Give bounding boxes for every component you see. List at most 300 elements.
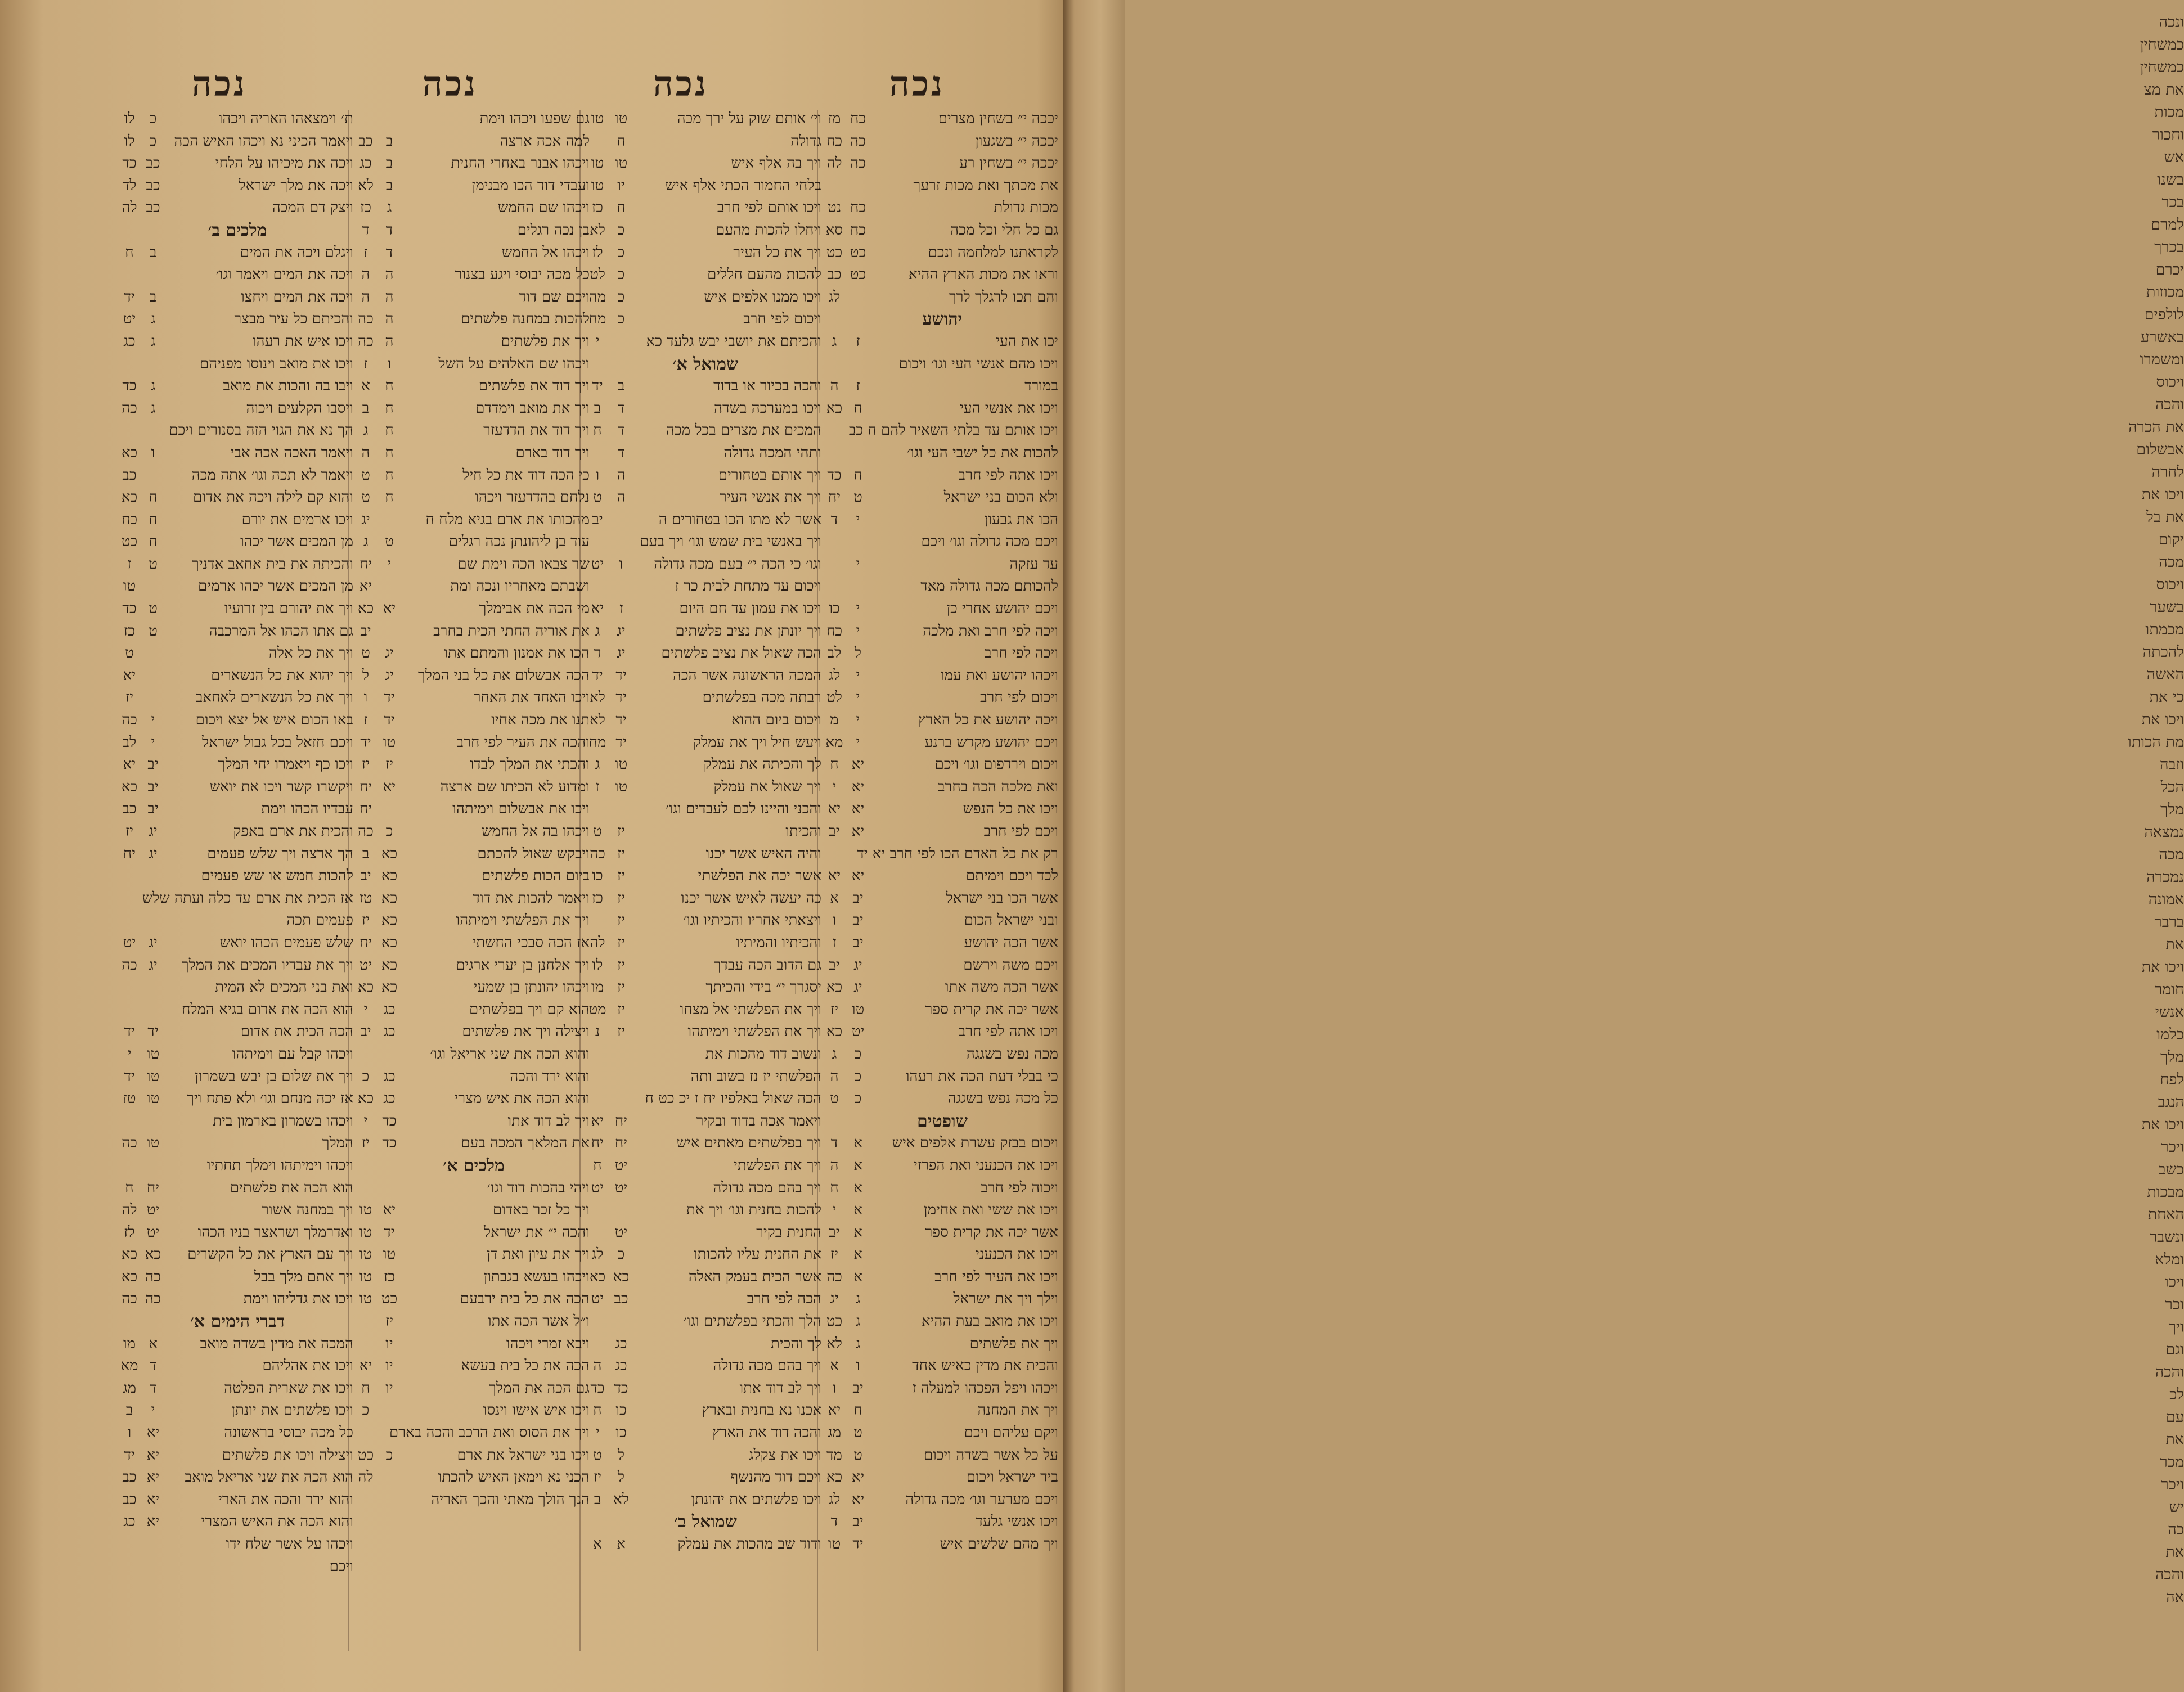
- verse-ref: כא: [826, 1469, 843, 1486]
- chapter-ref: י: [856, 600, 860, 618]
- verse-ref: כד: [122, 155, 137, 172]
- chapter-ref: יב: [147, 756, 159, 773]
- entry-text: מכה נפש בשגגה: [966, 1045, 1058, 1063]
- entry-row: [824, 1444, 1060, 1467]
- entry-text: והכית את מדין כאיש אחד: [912, 1357, 1058, 1375]
- entry-text: והכיתם את יושבי יבש גלעד כא: [646, 332, 821, 350]
- entry-row: [119, 732, 356, 754]
- entry-text: ויכהו על אשר שלח ידו: [226, 1536, 353, 1552]
- entry-text: ויכם יהושע מקדש ברנע: [924, 734, 1058, 751]
- entry-text: והכה את העיר לפי חרב: [456, 734, 590, 751]
- entry-text: ויך את עיון ואת דן: [487, 1246, 590, 1263]
- entry-text: פעמים תכה: [286, 912, 353, 929]
- chapter-ref: ב: [149, 288, 157, 305]
- chapter-ref: ו: [151, 444, 155, 461]
- chapter-ref: ד: [385, 221, 393, 238]
- verse-ref: ב: [362, 845, 370, 862]
- entry-text: ויצילה ויכו את פלשתים: [222, 1446, 353, 1464]
- entry-row: [824, 955, 1060, 977]
- entry-row: [356, 687, 592, 709]
- verse-ref: כו: [829, 600, 840, 618]
- verse-ref: מג: [828, 1424, 841, 1442]
- chapter-ref: כה: [850, 155, 866, 172]
- entry-row: [587, 821, 824, 843]
- chapter-ref: [608, 1043, 635, 1066]
- entry-text: והכיתו: [785, 823, 821, 840]
- entry-row: [356, 375, 592, 398]
- entry-text: ותהי המכה גדולה: [723, 444, 821, 461]
- verse-ref: כא: [121, 444, 138, 461]
- entry-row: [587, 575, 824, 598]
- entry-row: [119, 1110, 356, 1133]
- verse-ref: כז: [124, 622, 135, 640]
- entry-text: ויכום וירדפום וגו׳ ויכם: [934, 756, 1058, 773]
- entry-text: ויכו את שארית הפלטה: [224, 1379, 353, 1397]
- entry-row: [119, 1222, 356, 1244]
- entry-text: את אוריה החתי הכית בחרב: [433, 622, 590, 640]
- entry-row: [587, 999, 824, 1022]
- entry-row: [119, 1043, 356, 1066]
- entry-row: [119, 776, 356, 799]
- chapter-ref: [608, 575, 635, 598]
- margin-word: והכה: [2155, 1566, 2184, 1583]
- margin-word: וזבה: [2160, 756, 2184, 773]
- entry-text: ויכו את גדליהו וימת: [243, 1290, 353, 1308]
- entry-row: [119, 420, 356, 442]
- entry-text: ואת בני המכים לא המית: [215, 979, 353, 996]
- verse-ref: [119, 264, 140, 286]
- chapter-ref: [376, 108, 403, 130]
- chapter-ref: [608, 531, 635, 554]
- entry-text: עד עזקה: [1009, 555, 1058, 573]
- verse-ref: לב: [122, 734, 137, 751]
- verse-ref: יט: [591, 1290, 604, 1308]
- chapter-ref: כט: [850, 266, 866, 284]
- entry-text: ויאמר האכה אכה אבי: [230, 444, 353, 461]
- verse-ref: יד: [124, 1023, 135, 1041]
- verse-ref: י: [363, 1112, 368, 1130]
- verse-ref: יט: [123, 934, 136, 951]
- chapter-ref: יט: [146, 1202, 160, 1219]
- chapter-ref: יא: [851, 756, 865, 773]
- verse-ref: כט: [121, 533, 138, 551]
- margin-word: לכ: [2169, 1386, 2184, 1403]
- chapter-ref: כא: [381, 845, 398, 862]
- entry-row: [824, 152, 1060, 175]
- entry-text: ולא הכום בני ישראל: [943, 489, 1058, 506]
- chapter-ref: יו: [385, 1379, 393, 1397]
- chapter-ref: ט: [149, 622, 158, 640]
- entry-text: ויך באנשי בית שמש וגו׳ ויך בעם: [640, 533, 821, 551]
- entry-text: ויך בה אלף איש: [731, 155, 821, 172]
- entry-text: ויאמר אכה בדוד ובקיר: [696, 1112, 821, 1130]
- entry-row: [587, 1533, 824, 1556]
- verse-ref: יז: [361, 1135, 370, 1152]
- verse-ref: כב: [122, 1491, 137, 1508]
- chapter-ref: כ: [617, 310, 625, 328]
- chapter-ref: [140, 1533, 167, 1556]
- entry-row: [356, 665, 592, 687]
- entry-text: ויאמר הכיני נא ויכהו האיש הכה: [174, 132, 353, 150]
- chapter-ref: י: [151, 712, 155, 729]
- entry-row: [356, 575, 592, 598]
- chapter-ref: ג: [150, 332, 156, 350]
- entry-row: [587, 888, 824, 910]
- verse-ref: כט: [826, 1313, 843, 1330]
- entry-row: [356, 509, 592, 532]
- entry-row: [119, 709, 356, 732]
- entry-text: ויך את עבדיו המכים את המלך: [181, 956, 353, 974]
- entry-row: [824, 286, 1060, 309]
- entry-row: [824, 821, 1060, 843]
- entry-text: ומדוע לא הכיתו שם ארצה: [440, 778, 590, 795]
- verse-ref: כד: [590, 1379, 605, 1397]
- verse-ref: יח: [359, 800, 372, 818]
- chapter-ref: א: [853, 1268, 862, 1285]
- entry-row: [356, 642, 592, 665]
- entry-text: ויכו מהם אנשי העי וגו׳ ויכום: [898, 355, 1058, 372]
- entry-text: ויכו בני ישראל את ארם: [457, 1446, 590, 1464]
- entry-row: [119, 331, 356, 353]
- entry-text: ויכהו ויפל הפכהו למעלה ז: [912, 1379, 1058, 1397]
- chapter-ref: י: [151, 1402, 155, 1419]
- chapter-ref: ב: [385, 177, 393, 194]
- entry-text: ויכם חזאל בכל גבול ישראל: [202, 734, 353, 751]
- chapter-ref: [360, 1422, 387, 1444]
- entry-text: והיה האיש אשר יכנו: [705, 845, 821, 862]
- verse-ref: מא: [120, 1357, 138, 1375]
- entry-text: יכו את העי: [996, 332, 1058, 350]
- chapter-ref: ג: [387, 199, 392, 217]
- entry-text: ויך בהם מכה גדולה: [713, 1179, 821, 1196]
- entry-text: ושבתם מאחריו ונכה ומת: [450, 578, 590, 595]
- verse-ref: ט: [593, 823, 602, 840]
- chapter-ref: י: [856, 555, 860, 573]
- entry-text: ויכו את מואב וינוסו מפניהם: [199, 355, 353, 372]
- verse-ref: לה: [122, 1202, 137, 1219]
- entry-text: ויכו ממנו אלפים איש: [704, 288, 821, 305]
- entry-text: ויכם שם דוד: [519, 288, 590, 305]
- verse-ref: ז: [363, 355, 368, 372]
- entry-row: [356, 1355, 592, 1378]
- chapter-ref: ה: [617, 489, 626, 506]
- verse-ref: לז: [592, 244, 603, 261]
- chapter-ref: [608, 1311, 635, 1333]
- entry-text: ויקשרו קשר ויכו את יואש: [209, 778, 353, 795]
- chapter-ref: ד: [617, 399, 625, 417]
- entry-row: [119, 575, 356, 598]
- entry-row: [587, 286, 824, 309]
- chapter-ref: כג: [615, 1357, 627, 1375]
- chapter-ref: יז: [617, 823, 626, 840]
- verse-ref: לא: [590, 689, 605, 706]
- chapter-ref: יט: [614, 1223, 628, 1241]
- verse-ref: מג: [123, 1379, 136, 1397]
- verse-ref: יב: [829, 956, 840, 974]
- entry-text: אשר הכו בני ישראל: [946, 889, 1058, 907]
- entry-row: [824, 1533, 1060, 1556]
- entry-row: [356, 1066, 592, 1088]
- entry-text: אשר לא מתו הכו בטחורים ה: [658, 511, 821, 528]
- entry-text: ויכם לפי חרב: [983, 823, 1058, 840]
- margin-word: אבשלום: [2136, 441, 2184, 458]
- chapter-ref: ג: [855, 1335, 861, 1352]
- verse-ref: טו: [359, 1246, 372, 1263]
- entry-row: [356, 1132, 592, 1155]
- entry-row: [356, 932, 592, 955]
- chapter-ref: ז: [856, 332, 860, 350]
- margin-word: ויך: [2168, 1318, 2184, 1336]
- entry-row: [824, 242, 1060, 264]
- entry-text: ויך את מואב וימדדם: [475, 399, 590, 417]
- entry-text: יככה י״ בשגעון: [975, 132, 1058, 150]
- margin-word: את: [2165, 1431, 2184, 1448]
- chapter-ref: יו: [385, 1357, 393, 1375]
- entry-row: [824, 665, 1060, 687]
- chapter-ref: יח: [614, 1135, 628, 1152]
- verse-ref: יב: [592, 511, 603, 528]
- verse-ref: לו: [124, 110, 135, 127]
- margin-word: ויכר: [2161, 1138, 2184, 1156]
- verse-ref: ט: [593, 1446, 602, 1464]
- entry-row: [824, 1244, 1060, 1266]
- entry-text: ויך עם הארץ את כל הקשרים: [187, 1246, 353, 1263]
- entry-row: [587, 1132, 824, 1155]
- entry-text: ויצילה ויך את פלשתים: [462, 1023, 590, 1041]
- verse-ref: ו: [832, 1379, 837, 1397]
- entry-text: כה יעשה לאיש אשר יכנו: [680, 889, 821, 907]
- chapter-ref: כה: [850, 132, 866, 150]
- chapter-ref: יא: [146, 1424, 160, 1442]
- chapter-ref: א: [853, 1246, 862, 1263]
- entry-text: ויכו אותם עד בלתי השאיר להם ח כב: [848, 422, 1058, 439]
- entry-row: [587, 1355, 824, 1378]
- entry-row: [587, 442, 824, 465]
- verse-ref: ל: [362, 667, 370, 684]
- entry-row: [824, 219, 1060, 242]
- entry-text: ויך את אנשי העיר: [719, 489, 821, 506]
- verse-ref: [356, 1333, 376, 1356]
- entry-text: גם אתו הכהו אל המרכבה: [209, 622, 353, 640]
- entry-row: [824, 754, 1060, 776]
- entry-row: [356, 1444, 592, 1467]
- entry-row: [356, 1288, 592, 1311]
- entry-text: ויך כל זכר באדום: [492, 1202, 590, 1219]
- chapter-ref: כ: [385, 823, 393, 840]
- entry-row: [119, 175, 356, 197]
- section-heading: דברי הימים א׳: [190, 1312, 285, 1332]
- verse-ref: לג: [828, 667, 841, 684]
- entry-text: ויבו בה והכות את מואב: [223, 377, 353, 395]
- entry-row: [119, 531, 356, 554]
- entry-row: [119, 955, 356, 977]
- entry-row: [587, 554, 824, 576]
- chapter-ref: א: [853, 1156, 862, 1174]
- verse-ref: ה: [593, 1357, 602, 1375]
- entry-text: וראו את מכות הארץ ההיא: [908, 266, 1058, 284]
- entry-text: ויך יונתן את נציב פלשתים: [675, 622, 821, 640]
- verse-ref: ח: [593, 1156, 602, 1174]
- entry-text: ויכהו שם החמש: [497, 199, 590, 217]
- entry-text: החנית בקיר: [756, 1223, 821, 1241]
- verse-ref: ו: [363, 689, 368, 706]
- margin-word: להכתה: [2142, 644, 2184, 661]
- chapter-ref: טו: [146, 1090, 160, 1108]
- verse-ref: כה: [358, 332, 374, 350]
- entry-row: [824, 732, 1060, 754]
- verse-ref: כ: [362, 1402, 370, 1419]
- verse-ref: יח: [828, 489, 841, 506]
- entry-row: [824, 130, 1060, 153]
- entry-row: [587, 331, 824, 353]
- entry-row: [119, 620, 356, 643]
- entry-text: והכתי את המלך לבדו: [470, 756, 590, 773]
- verse-ref: ג: [832, 332, 837, 350]
- entry-text: ואת מלכה הכה בחרב: [938, 778, 1058, 795]
- entry-text: להכות מהעם חללים: [707, 266, 821, 284]
- chapter-ref: [140, 353, 167, 376]
- entry-text: ביום הכות פלשתים: [481, 867, 590, 885]
- entry-row: [824, 1511, 1060, 1533]
- entry-row: [119, 1400, 356, 1422]
- entry-text: הכה אבשלום את כל בני המלך: [418, 667, 590, 684]
- entry-row: [824, 353, 1060, 376]
- entry-text: ויכו את צקלג: [748, 1446, 821, 1464]
- entry-text: ויכו במערכה בשדה: [714, 399, 821, 417]
- verse-ref: מה: [588, 288, 606, 305]
- verse-ref: לה: [826, 155, 842, 172]
- chapter-ref: כח: [850, 221, 866, 238]
- verse-ref: לה: [590, 934, 605, 951]
- entry-text: יככה י״ בשחין מצרים: [938, 110, 1058, 127]
- chapter-ref: ג: [855, 1290, 861, 1308]
- entry-row: [119, 798, 356, 821]
- entry-row: [356, 910, 592, 932]
- entry-text: הכה שאול את נציב פלשתים: [661, 645, 821, 662]
- entry-row: [119, 1155, 356, 1177]
- entry-row: [824, 1288, 1060, 1311]
- margin-word: את מצ: [2143, 81, 2184, 98]
- entry-text: בן נכה רגלים: [517, 221, 590, 238]
- entry-text: הכה שאול באלפיו יח ז יכ כט ח: [645, 1090, 821, 1108]
- margin-word: כשב: [2158, 1161, 2184, 1178]
- verse-ref: יא: [591, 1112, 604, 1130]
- chapter-ref: יג: [149, 823, 158, 840]
- verse-ref: י: [832, 1202, 837, 1219]
- entry-text: ויכו את עמון עד חם היום: [679, 600, 821, 618]
- entry-text: שלש פעמים הכהו יואש: [219, 934, 353, 951]
- chapter-ref: י: [151, 734, 155, 751]
- chapter-ref: [376, 798, 403, 821]
- entry-text: וגו׳ כי הכה י״ בעם מכה גדולה: [654, 555, 821, 573]
- chapter-ref: ו: [619, 555, 623, 573]
- entry-row: [119, 1489, 356, 1511]
- margin-word: אנשי: [2155, 1004, 2184, 1021]
- entry-row: [587, 1400, 824, 1422]
- entry-text: ויבא זמרי ויכהו: [506, 1335, 590, 1352]
- entry-row: [587, 910, 824, 932]
- chapter-ref: י: [856, 622, 860, 640]
- entry-row: [356, 1266, 592, 1289]
- entry-row: [119, 1177, 356, 1200]
- verse-ref: ב: [362, 399, 370, 417]
- verse-ref: יז: [361, 912, 370, 929]
- margin-word: מכוזות: [2146, 284, 2184, 301]
- entry-row: [587, 1444, 824, 1467]
- chapter-ref: יא: [146, 1491, 160, 1508]
- chapter-ref: כג: [615, 1335, 627, 1352]
- entry-row: [824, 843, 1060, 866]
- entry-row: [119, 865, 356, 888]
- section-heading: מלכים ב׳: [208, 220, 267, 240]
- chapter-ref: [140, 999, 167, 1022]
- verse-ref: [119, 1110, 140, 1133]
- chapter-ref: [608, 1066, 635, 1088]
- entry-text: ויכו את הכנעני ואת הפרזי: [914, 1156, 1058, 1174]
- verse-ref: ו: [832, 912, 837, 929]
- chapter-ref: יג: [853, 956, 862, 974]
- verse-ref: יח: [359, 778, 372, 795]
- verse-ref: נט: [827, 199, 842, 217]
- margin-word: מבכות: [2147, 1184, 2184, 1201]
- entry-text: ויכו אנשי גלעד: [976, 1513, 1058, 1531]
- margin-word: בשנו: [2157, 171, 2184, 188]
- entry-row: [356, 465, 592, 487]
- verse-ref: יא: [359, 1357, 372, 1375]
- verse-ref: טו: [591, 155, 604, 172]
- verse-ref: לט: [590, 266, 605, 284]
- entry-text: ויך את הפלשתי וימיתהו: [456, 912, 590, 929]
- margin-word: כה: [2168, 1521, 2184, 1538]
- verse-ref: א: [593, 1536, 602, 1552]
- entry-row: [356, 420, 592, 442]
- entry-row: [356, 1400, 592, 1422]
- entry-text: ויכהו בשמרון בארמון בית: [213, 1112, 353, 1130]
- entry-row: [824, 1132, 1060, 1155]
- entry-row: [119, 687, 356, 709]
- entry-text: הוא קם ויך בפלשתים: [469, 1001, 590, 1018]
- verse-ref: יג: [361, 511, 370, 528]
- entry-text: גם שפעו ויכהו וימת: [479, 110, 590, 127]
- entry-row: [356, 531, 592, 554]
- chapter-ref: [608, 798, 635, 821]
- entry-text: ויכו איש אישו וינסו: [483, 1402, 590, 1419]
- chapter-ref: יג: [617, 622, 626, 640]
- margin-word: האשה: [2146, 666, 2184, 683]
- entry-text: כי בבלי דעת הכה את רעהו: [905, 1068, 1058, 1085]
- entry-text: הכה לפי חרב: [747, 1290, 821, 1308]
- entry-row: [356, 1422, 592, 1444]
- entry-row: [587, 754, 824, 776]
- chapter-ref: יט: [614, 1179, 628, 1196]
- entry-text: תנו את מכה אחיו: [491, 712, 590, 729]
- entry-text: ויכהו בה אל החמש: [482, 823, 590, 840]
- margin-word: ומלא: [2155, 1251, 2184, 1268]
- verse-ref: לג: [828, 288, 841, 305]
- verse-ref: יט: [123, 310, 136, 328]
- chapter-ref: ט: [853, 489, 862, 506]
- entry-text: והכית את ארם באפק: [233, 823, 353, 840]
- chapter-ref: [376, 575, 403, 598]
- entry-text: עבדיו הכהו וימת: [261, 800, 353, 818]
- entry-text: רק את כל האדם הכו לפי חרב יא יד: [857, 845, 1058, 862]
- entry-text: ויך לב דוד אתו: [507, 1112, 590, 1130]
- verse-ref: יד: [124, 288, 135, 305]
- chapter-ref: כב: [614, 1290, 628, 1308]
- verse-ref: ט: [830, 1090, 839, 1108]
- entry-text: אז הכה סבכי החשתי: [472, 934, 590, 951]
- verse-ref: [356, 1177, 376, 1200]
